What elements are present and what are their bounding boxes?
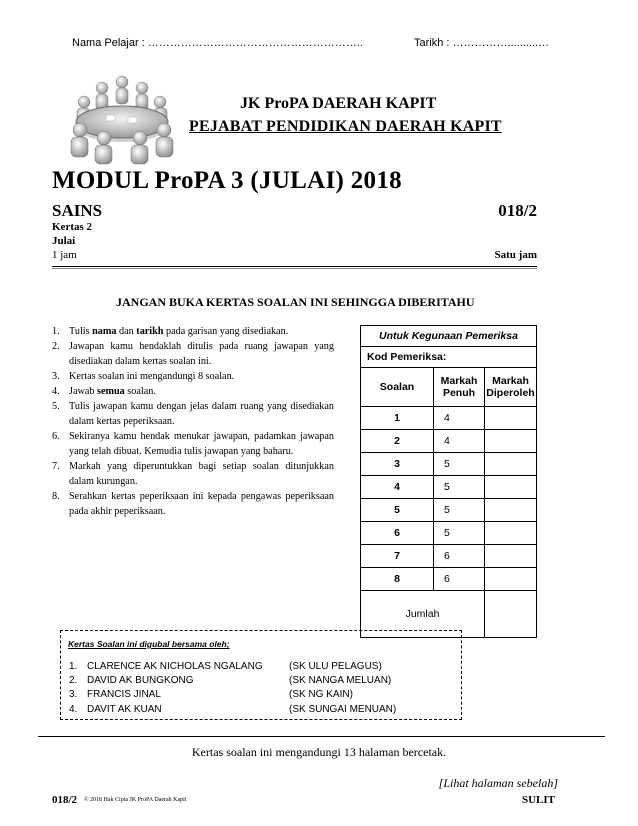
paper-number: Kertas 2 <box>52 221 93 233</box>
marks-obtained-cell[interactable] <box>485 568 537 591</box>
table-row <box>361 430 537 453</box>
subject-name: SAINS <box>52 201 103 220</box>
header-divider <box>52 266 537 267</box>
module-title: MODUL ProPA 3 (JULAI) 2018 <box>52 167 402 194</box>
round-table-meeting-icon <box>62 70 182 165</box>
instruction-item: 4. Jawab semua soalan. <box>52 386 156 397</box>
author-row: 3. FRANCIS JINAL (SK NG KAIN) <box>69 689 353 700</box>
question-number: 6 <box>361 522 434 545</box>
marks-obtained-cell[interactable] <box>485 430 537 453</box>
instruction-item: 8. Serahkan kertas peperiksaan ini kepada pengawas peperiksaan pada akhir peperiksaan. <box>52 491 334 517</box>
table-row <box>361 568 537 591</box>
table-caption: Untuk Kegunaan Pemeriksa <box>361 326 537 347</box>
instruction-item: 1. Tulis nama dan tarikh pada garisan yang disediakan. <box>52 326 289 337</box>
authors-box <box>60 630 462 720</box>
col-header-question: Soalan <box>361 368 434 407</box>
full-marks: 5 <box>434 499 485 522</box>
date-line[interactable]: Tarikh : ……………..........… <box>414 37 550 49</box>
paper-code: 018/2 <box>498 201 537 220</box>
full-marks: 4 <box>434 407 485 430</box>
table-row <box>361 407 537 430</box>
table-row <box>361 476 537 499</box>
instruction-item: 7. Markah yang diperuntukkan bagi setiap soalan ditunjukkan dalam kurungan. <box>52 461 334 487</box>
warning-notice: JANGAN BUKA KERTAS SOALAN INI SEHINGGA DIBERITAHU <box>116 295 475 309</box>
question-number: 1 <box>361 407 434 430</box>
duration: 1 jam <box>52 249 77 261</box>
total-marks-cell[interactable] <box>485 591 537 638</box>
author-row: 1. CLARENCE AK NICHOLAS NGALANG (SK ULU PELAGUS) <box>69 661 382 672</box>
page-count-note: Kertas soalan ini mengandungi 13 halaman bercetak. <box>191 745 447 759</box>
marks-obtained-cell[interactable] <box>485 545 537 568</box>
marks-obtained-cell[interactable] <box>485 453 537 476</box>
col-header-full-marks: Markah Penuh <box>434 368 485 407</box>
marks-obtained-cell[interactable] <box>485 476 537 499</box>
full-marks: 5 <box>434 453 485 476</box>
footer-paper-code: 018/2 <box>52 794 78 806</box>
table-row <box>361 545 537 568</box>
question-number: 7 <box>361 545 434 568</box>
authors-title: Kertas Soalan ini digubal bersama oleh; <box>68 639 230 649</box>
duration-text: Satu jam <box>494 249 537 261</box>
next-page-note: [Lihat halaman sebelah] <box>438 776 558 790</box>
author-row: 4. DAVIT AK KUAN (SK SUNGAI MENUAN) <box>69 704 397 715</box>
examiner-code-field[interactable]: Kod Pemeriksa: <box>361 347 537 368</box>
marks-obtained-cell[interactable] <box>485 499 537 522</box>
full-marks: 6 <box>434 568 485 591</box>
department-title: JK ProPA DAERAH KAPIT <box>240 95 437 112</box>
table-row <box>361 522 537 545</box>
instruction-item: 2. Jawapan kamu hendaklah ditulis pada ruang jawapan yang disediakan dalam kertas soalan ini. <box>52 341 334 367</box>
copyright-notice: © 2018 Hak Cipta JK ProPA Daerah Kapit <box>84 797 187 803</box>
author-row: 2. DAVID AK BUNGKONG (SK NANGA MELUAN) <box>69 675 392 686</box>
col-header-marks-obtained: Markah Diperoleh <box>485 368 537 407</box>
instructions-list <box>52 324 334 519</box>
instruction-item: 3. Kertas soalan ini mengandungi 8 soalan. <box>52 371 235 382</box>
full-marks: 5 <box>434 476 485 499</box>
table-row <box>361 453 537 476</box>
question-number: 2 <box>361 430 434 453</box>
total-label: Jumlah <box>361 591 485 638</box>
footer-divider <box>38 736 605 737</box>
exam-month: Julai <box>52 235 76 247</box>
examiner-marks-table <box>360 325 537 638</box>
classification-label: SULIT <box>521 794 555 806</box>
office-title: PEJABAT PENDIDIKAN DAERAH KAPIT <box>189 118 502 135</box>
question-number: 4 <box>361 476 434 499</box>
table-row <box>361 499 537 522</box>
question-number: 5 <box>361 499 434 522</box>
marks-obtained-cell[interactable] <box>485 522 537 545</box>
student-name-line[interactable]: Nama Pelajar : ………………………………………………….. <box>72 37 363 49</box>
full-marks: 5 <box>434 522 485 545</box>
instruction-item: 5. Tulis jawapan kamu dengan jelas dalam ruang yang disediakan dalam kertas peperiksaan. <box>52 401 334 427</box>
full-marks: 4 <box>434 430 485 453</box>
instruction-item: 6. Sekiranya kamu hendak menukar jawapan, padamkan jawapan yang telah dibuat. Kemudia tulis jawapan yang baharu. <box>52 431 334 457</box>
marks-obtained-cell[interactable] <box>485 407 537 430</box>
question-number: 3 <box>361 453 434 476</box>
question-number: 8 <box>361 568 434 591</box>
full-marks: 6 <box>434 545 485 568</box>
